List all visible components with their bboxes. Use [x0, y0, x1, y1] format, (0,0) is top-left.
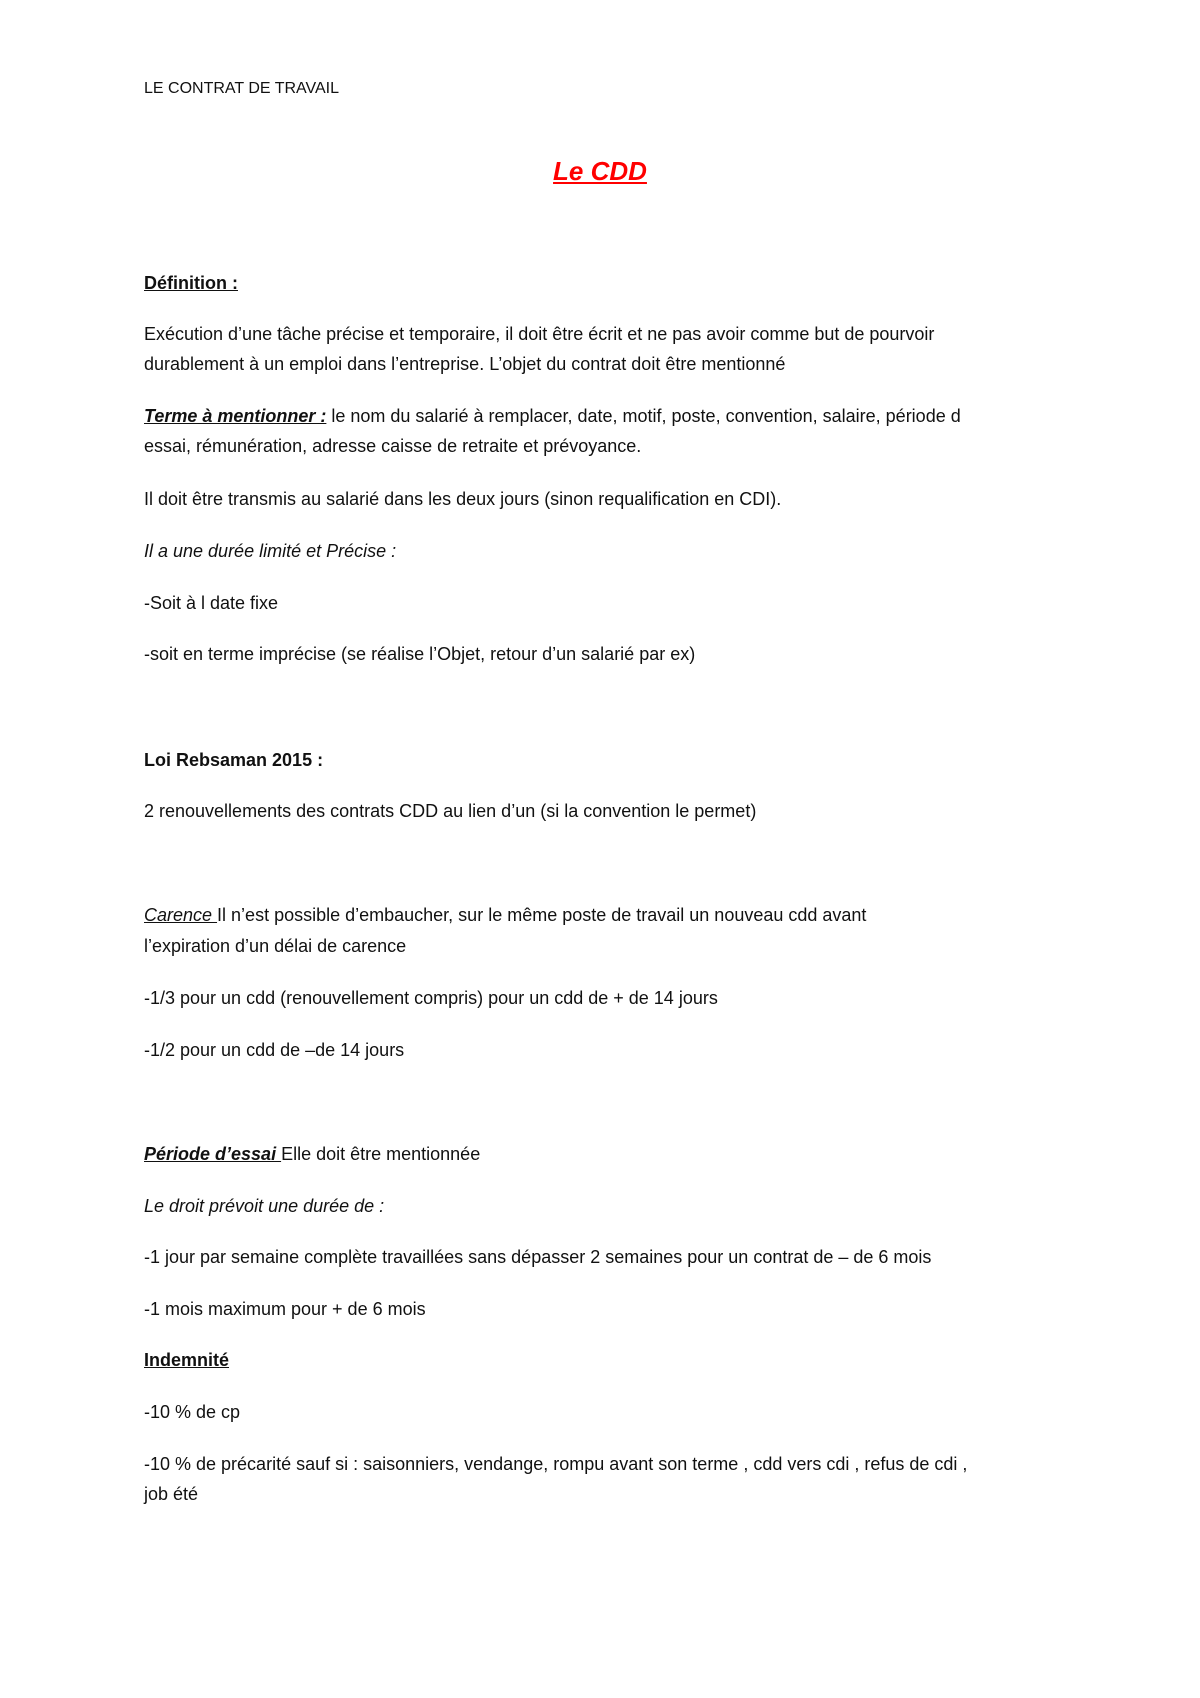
carence-label: Carence	[144, 905, 218, 925]
periode-item-1: -1 jour par semaine complète travaillées sans dépasser 2 semaines pour un contrat de – de 6 mois	[144, 1247, 932, 1267]
periode-item-2: -1 mois maximum pour + de 6 mois	[144, 1299, 426, 1319]
carence-item-1: -1/3 pour un cdd (renouvellement compris) pour un cdd de + de 14 jours	[144, 988, 718, 1008]
indemnite-heading: Indemnité	[144, 1350, 230, 1370]
duree-item-1: -Soit à l date fixe	[144, 593, 279, 613]
terme-text-line2: essai, rémunération, adresse caisse de retraite et prévoyance.	[144, 436, 642, 456]
periode-text: Elle doit être mentionnée	[281, 1144, 481, 1164]
carence-text-line2: l’expiration d’un délai de carence	[144, 936, 407, 956]
terme-text-line1: le nom du salarié à remplacer, date, motif, poste, convention, salaire, période d	[326, 406, 961, 426]
transmission-text: Il doit être transmis au salarié dans les deux jours (sinon requalification en CDI).	[144, 489, 782, 509]
definition-text-line2: durablement à un emploi dans l’entreprise. L’objet du contrat doit être mentionné	[144, 354, 786, 374]
document-header: LE CONTRAT DE TRAVAIL	[144, 80, 340, 97]
loi-heading: Loi Rebsaman 2015 :	[144, 750, 324, 770]
carence-item-2: -1/2 pour un cdd de –de 14 jours	[144, 1040, 405, 1060]
definition-heading: Définition :	[144, 273, 238, 293]
indemnite-item-2-line2: job été	[144, 1484, 199, 1504]
indemnite-item-2-line1: -10 % de précarité sauf si : saisonniers, vendange, rompu avant son terme , cdd vers cdi , refus de cdi ,	[144, 1454, 968, 1474]
terme-label: Terme à mentionner :	[144, 406, 327, 426]
duree-item-2: -soit en terme imprécise (se réalise l’Objet, retour d’un salarié par ex)	[144, 644, 696, 664]
periode-paragraph	[144, 1143, 480, 1165]
periode-subheading: Le droit prévoit une durée de :	[144, 1196, 385, 1216]
indemnite-item-1: -10 % de cp	[144, 1402, 241, 1422]
carence-text-line1: Il n’est possible d’embaucher, sur le même poste de travail un nouveau cdd avant	[217, 905, 867, 925]
carence-paragraph-line1	[144, 904, 866, 926]
definition-text-line1: Exécution d’une tâche précise et temporaire, il doit être écrit et ne pas avoir comme but de pourvoir	[144, 324, 935, 344]
periode-label: Période d’essai	[144, 1144, 282, 1164]
terme-paragraph-line1	[144, 405, 961, 427]
document-title: Le CDD	[553, 156, 647, 186]
loi-text: 2 renouvellements des contrats CDD au lien d’un (si la convention le permet)	[144, 801, 757, 821]
duree-heading: Il a une durée limité et Précise :	[144, 541, 397, 561]
